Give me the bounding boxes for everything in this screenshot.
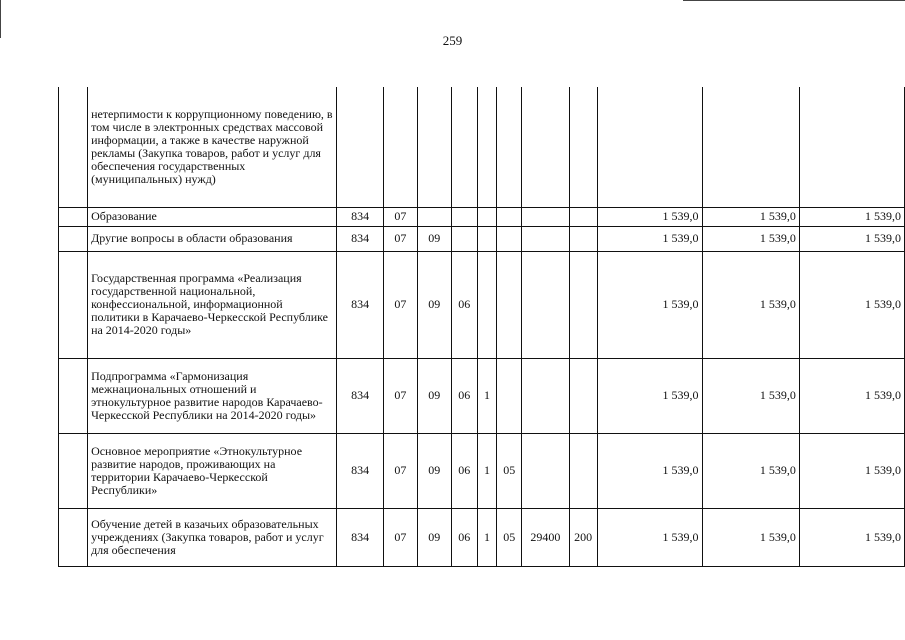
subprogram-code-cell — [477, 207, 497, 226]
expense-type-cell — [569, 433, 597, 508]
row-name-cell: Обучение детей в казачьих образовательных учреждениях (Закупка товаров, работ и услуг для обеспечения — [88, 508, 337, 566]
expense-type-cell: 200 — [569, 508, 597, 566]
budget-table — [58, 87, 905, 567]
amount-year2-cell — [702, 87, 799, 207]
subsection-cell: 09 — [417, 433, 451, 508]
program-code-cell: 06 — [451, 251, 477, 358]
amount-year2-cell: 1 539,0 — [702, 433, 799, 508]
program-code-cell — [451, 226, 477, 251]
section-cell: 07 — [384, 251, 417, 358]
row-number-cell — [59, 433, 88, 508]
program-code-cell — [451, 207, 477, 226]
subprogram-code-cell: 1 — [477, 508, 497, 566]
program-code-cell: 06 — [451, 358, 477, 433]
subsection-cell: 09 — [417, 251, 451, 358]
table-row — [59, 87, 905, 207]
direction-code-cell — [522, 226, 570, 251]
ved-cell: 834 — [337, 358, 384, 433]
direction-code-cell — [522, 87, 570, 207]
program-code-cell: 06 — [451, 433, 477, 508]
row-number-cell — [59, 358, 88, 433]
ved-cell: 834 — [337, 433, 384, 508]
row-number-cell — [59, 207, 88, 226]
section-cell: 07 — [384, 433, 417, 508]
row-number-cell — [59, 508, 88, 566]
direction-code-cell — [522, 207, 570, 226]
amount-year1-cell: 1 539,0 — [597, 358, 702, 433]
row-name-cell: Подпрограмма «Гармонизация межнациональных отношений и этнокультурное развитие народов Карачаево-Черкесской Республики на 2014-2020 годы» — [88, 358, 337, 433]
event-code-cell: 05 — [497, 508, 522, 566]
amount-year2-cell: 1 539,0 — [702, 358, 799, 433]
amount-year2-cell: 1 539,0 — [702, 207, 799, 226]
event-code-cell — [497, 87, 522, 207]
section-cell: 07 — [384, 508, 417, 566]
subprogram-code-cell — [477, 87, 497, 207]
event-code-cell — [497, 251, 522, 358]
amount-year2-cell: 1 539,0 — [702, 251, 799, 358]
table-body — [59, 87, 905, 566]
ved-cell: 834 — [337, 508, 384, 566]
amount-year1-cell: 1 539,0 — [597, 207, 702, 226]
expense-type-cell — [569, 358, 597, 433]
amount-year1-cell: 1 539,0 — [597, 251, 702, 358]
amount-year1-cell: 1 539,0 — [597, 226, 702, 251]
amount-year1-cell: 1 539,0 — [597, 508, 702, 566]
top-rule — [683, 0, 905, 1]
amount-year1-cell — [597, 87, 702, 207]
table-row — [59, 207, 905, 226]
amount-year3-cell: 1 539,0 — [799, 251, 904, 358]
event-code-cell — [497, 226, 522, 251]
table-row — [59, 358, 905, 433]
expense-type-cell — [569, 87, 597, 207]
row-name-cell: Государственная программа «Реализация государственной национальной, конфессиональной, информационной политики в Карачаево-Черкесской Республике на 2014-2020 годы» — [88, 251, 337, 358]
program-code-cell — [451, 87, 477, 207]
subsection-cell — [417, 87, 451, 207]
direction-code-cell — [522, 433, 570, 508]
table-row — [59, 251, 905, 358]
event-code-cell — [497, 358, 522, 433]
row-name-cell: Образование — [88, 207, 337, 226]
subprogram-code-cell: 1 — [477, 433, 497, 508]
ved-cell: 834 — [337, 226, 384, 251]
ved-cell: 834 — [337, 251, 384, 358]
amount-year1-cell: 1 539,0 — [597, 433, 702, 508]
program-code-cell: 06 — [451, 508, 477, 566]
amount-year2-cell: 1 539,0 — [702, 226, 799, 251]
row-name-cell: Другие вопросы в области образования — [88, 226, 337, 251]
amount-year2-cell: 1 539,0 — [702, 508, 799, 566]
amount-year3-cell: 1 539,0 — [799, 358, 904, 433]
ved-cell: 834 — [337, 207, 384, 226]
amount-year3-cell: 1 539,0 — [799, 508, 904, 566]
subprogram-code-cell — [477, 226, 497, 251]
row-name-cell: нетерпимости к коррупционному поведению, в том числе в электронных средствах массовой информации, а также в качестве наружной рекламы (Закупка товаров, работ и услуг для обеспечения государственных (муниципальных) нужд) — [88, 87, 337, 207]
subsection-cell: 09 — [417, 226, 451, 251]
ved-cell — [337, 87, 384, 207]
table-row — [59, 508, 905, 566]
event-code-cell: 05 — [497, 433, 522, 508]
table-row — [59, 433, 905, 508]
row-number-cell — [59, 251, 88, 358]
section-cell: 07 — [384, 358, 417, 433]
expense-type-cell — [569, 207, 597, 226]
amount-year3-cell: 1 539,0 — [799, 207, 904, 226]
section-cell: 07 — [384, 207, 417, 226]
expense-type-cell — [569, 251, 597, 358]
direction-code-cell — [522, 358, 570, 433]
event-code-cell — [497, 207, 522, 226]
amount-year3-cell — [799, 87, 904, 207]
subsection-cell — [417, 207, 451, 226]
row-name-cell: Основное мероприятие «Этнокультурное развитие народов, проживающих на территории Карачаево-Черкесской Республики» — [88, 433, 337, 508]
row-number-cell — [59, 87, 88, 207]
subsection-cell: 09 — [417, 358, 451, 433]
amount-year3-cell: 1 539,0 — [799, 226, 904, 251]
page-number: 259 — [442, 33, 463, 48]
expense-type-cell — [569, 226, 597, 251]
direction-code-cell: 29400 — [522, 508, 570, 566]
table-row — [59, 226, 905, 251]
section-cell — [384, 87, 417, 207]
amount-year3-cell: 1 539,0 — [799, 433, 904, 508]
row-number-cell — [59, 226, 88, 251]
subprogram-code-cell — [477, 251, 497, 358]
direction-code-cell — [522, 251, 570, 358]
subsection-cell: 09 — [417, 508, 451, 566]
subprogram-code-cell: 1 — [477, 358, 497, 433]
section-cell: 07 — [384, 226, 417, 251]
